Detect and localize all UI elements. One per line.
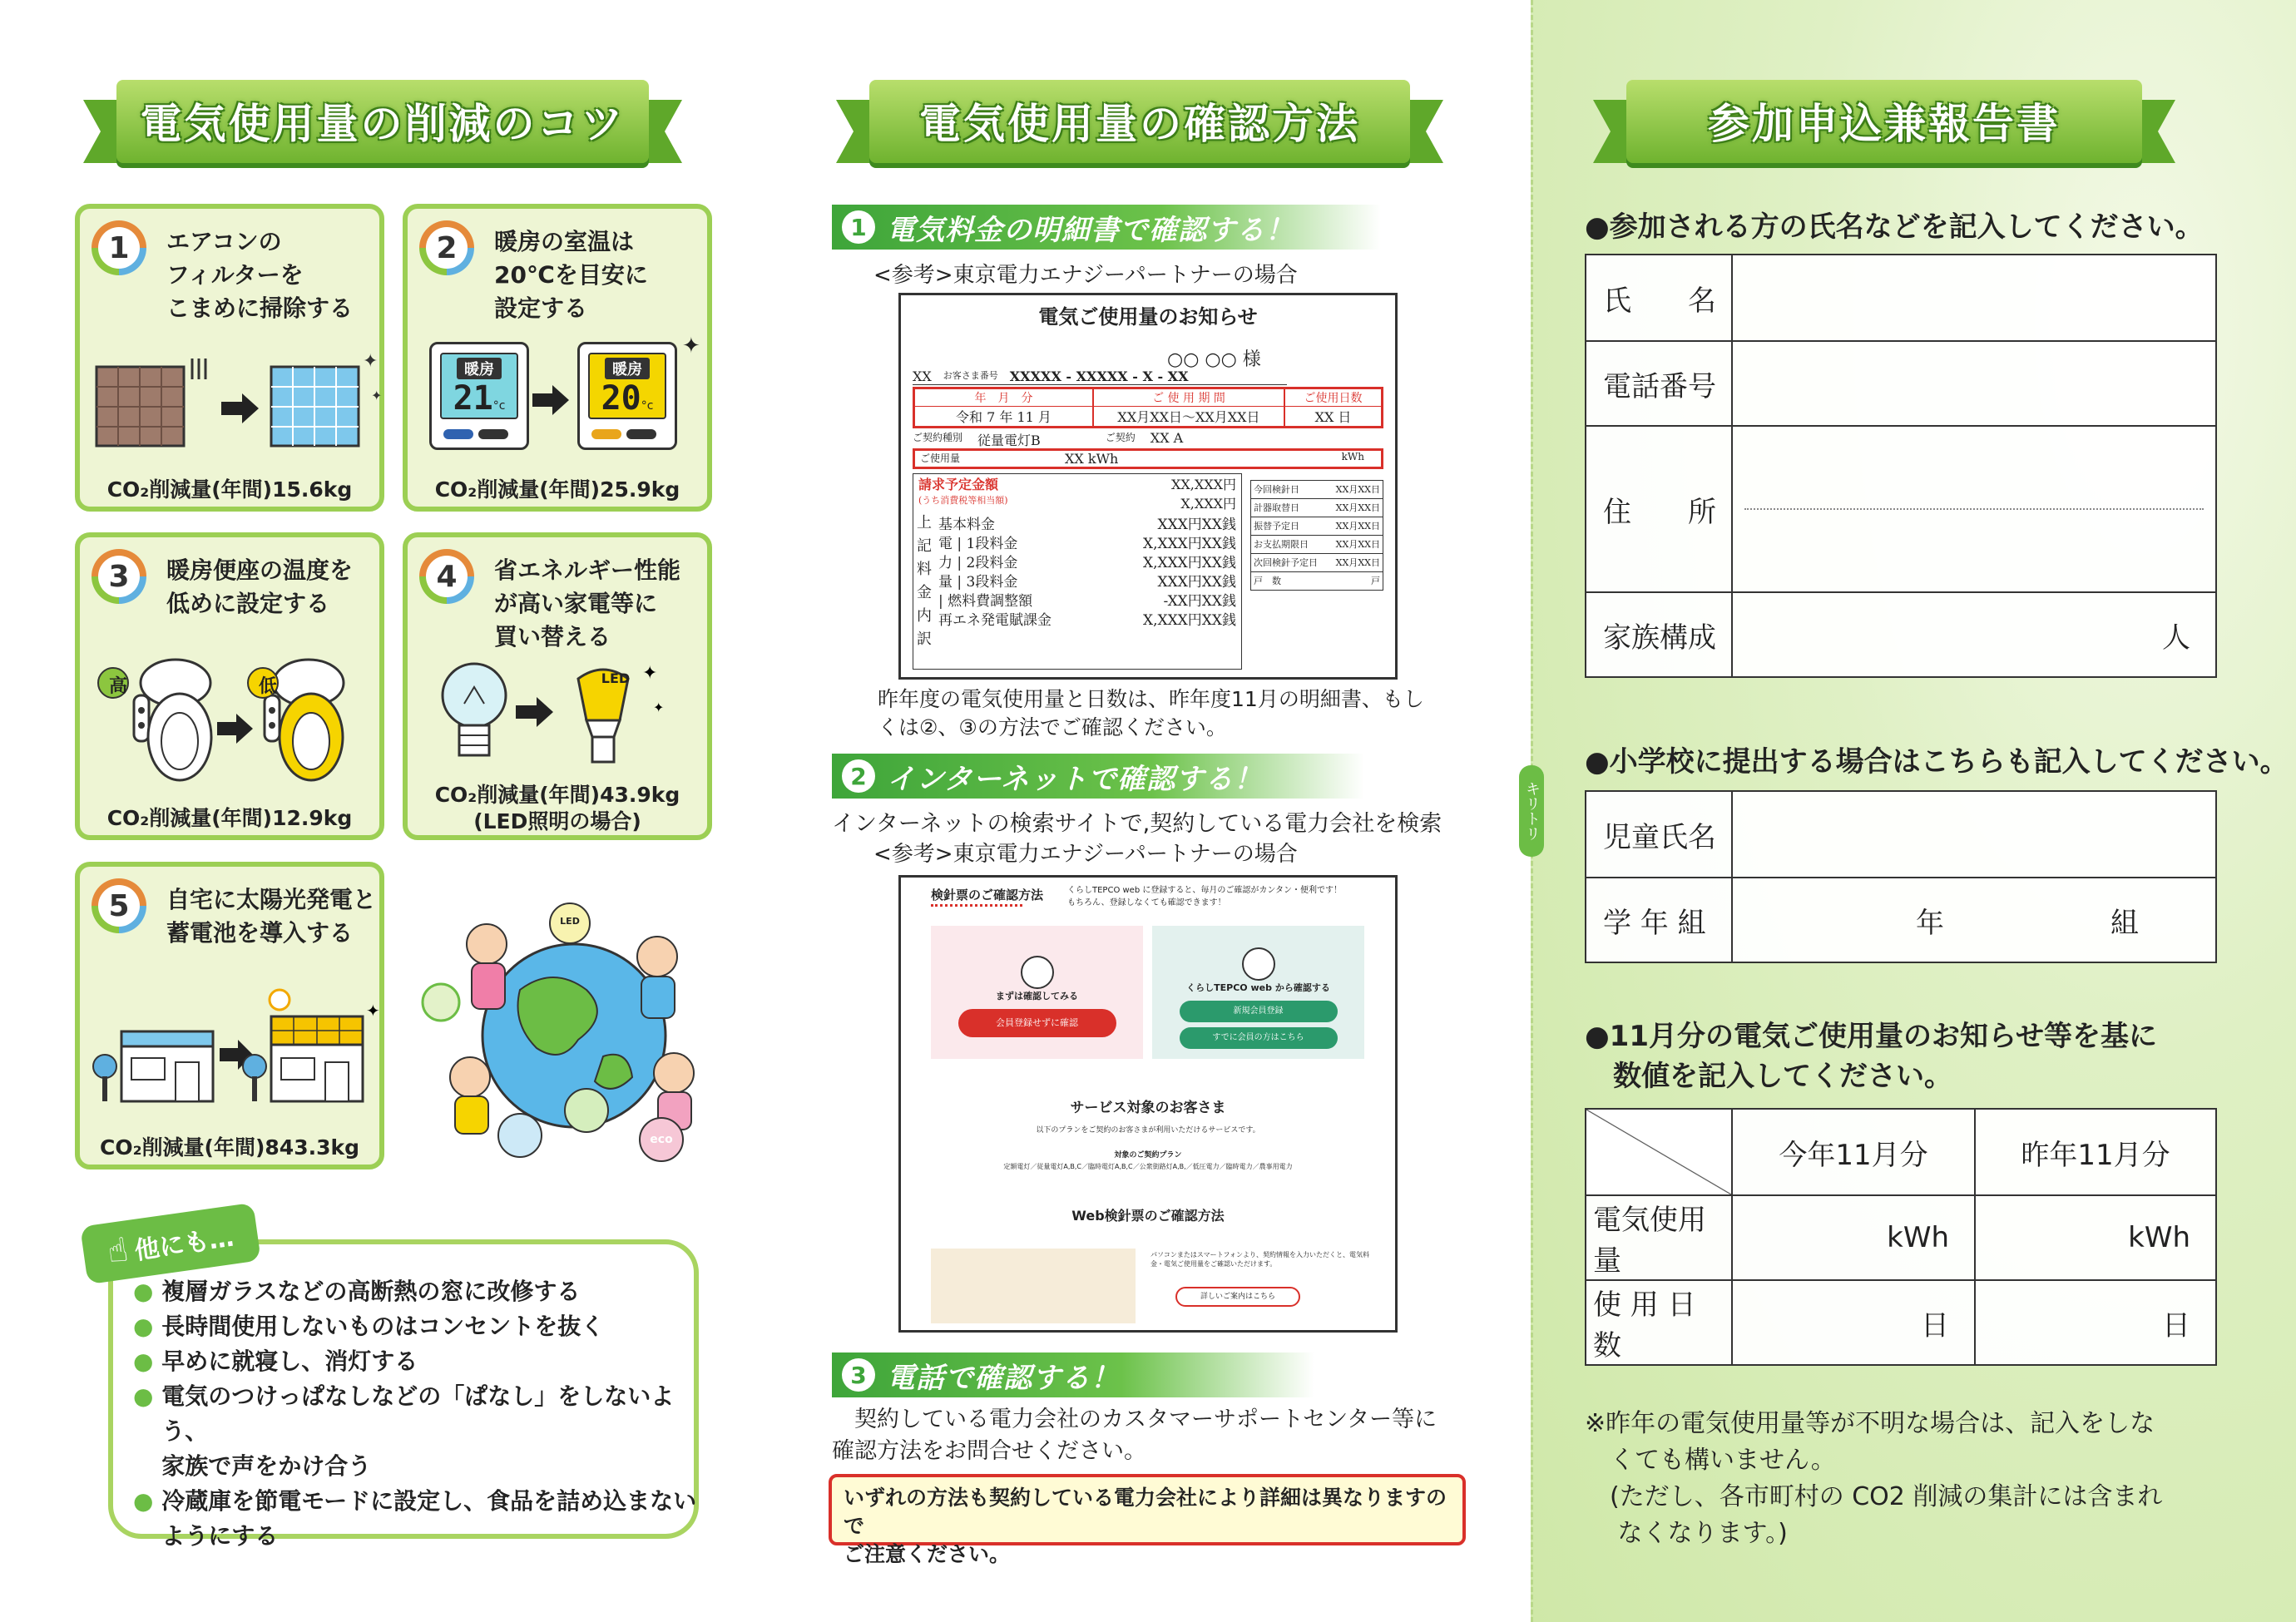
tip-text-2: 暖房の室温は 20℃を目安に 設定する — [494, 228, 648, 322]
usage-form — [1585, 1108, 2217, 1366]
child-name-label: 児童氏名 — [1586, 791, 1732, 878]
right-title: 参加申込兼報告書 — [1708, 100, 2061, 148]
details-button: 詳しいご案内はこちら — [1175, 1287, 1300, 1307]
right-title-banner — [1626, 75, 2142, 166]
co2-reduction-4: CO₂削減量(年間)43.9kg — [434, 783, 680, 807]
grade-field[interactable]: 年 組 — [1732, 878, 2216, 962]
svg-text:✦: ✦ — [363, 351, 379, 372]
existing-member-button: すでに会員の方はこちら — [1180, 1027, 1338, 1049]
tip-card-3 — [75, 532, 384, 840]
co2-reduction-3: CO₂削減量(年間)12.9kg — [106, 806, 353, 830]
section-1-header: 1 電気料金の明細書で確認する！ — [832, 205, 1381, 250]
notice-box: いずれの方法も契約している電力会社により詳細は異なりますので ご注意ください。 — [829, 1474, 1466, 1545]
family-field[interactable]: 人 — [1732, 592, 2216, 677]
co2-reduction-1: CO₂削減量(年間)15.6kg — [106, 477, 353, 502]
hand-icon: ☝ — [105, 1230, 131, 1272]
low-label: 低 — [258, 676, 277, 697]
cut-tab: キリトリ — [1519, 765, 1544, 857]
tip-text-3: 暖房便座の温度を 低めに設定する — [166, 556, 354, 617]
usage-label: 電気使用量 — [1586, 1195, 1732, 1280]
eco-label: eco — [650, 1133, 673, 1146]
earth-led-label: LED — [560, 916, 580, 927]
days-label: 使 用 日 数 — [1586, 1280, 1732, 1365]
high-label: 高 — [108, 676, 127, 697]
register-without-button: 会員登録せずに確認 — [958, 1009, 1116, 1037]
others-item: ● 早めに就寝し、消灯する — [133, 1348, 418, 1375]
this-year-header: 今年11月分 — [1732, 1109, 1975, 1195]
co2-reduction-2: CO₂削減量(年間)25.9kg — [434, 477, 680, 502]
toilet-seat-illustration — [88, 645, 379, 804]
name-field[interactable] — [1732, 255, 2216, 341]
left-title: 電気使用量の削減のコツ — [140, 100, 626, 148]
svg-text:✦: ✦ — [366, 1001, 380, 1021]
address-label: 住 所 — [1586, 426, 1732, 592]
phone-label: 電話番号 — [1586, 341, 1732, 426]
section-1-reference: <参考>東京電力エナジーパートナーの場合 — [873, 263, 1298, 288]
middle-title-banner — [869, 75, 1410, 166]
others-item: ● 冷蔵庫を節電モードに設定し、食品を詰め込まない ようにする — [133, 1487, 697, 1550]
web-screenshot-sample: 検針票のご確認方法 くらしTEPCO web に登録すると、毎月のご確認がカンタン・便利です！ もちろん、登録しなくても確認できます！ まずは確認してみる 会員登録せずに確認 くらしTEPCO web から確認する 新規会員登録 すでに会員の方はこちら サービス対象のお客さま 以下のプランをご契約のお客さまが利用いただけるサービスです。 対象のご契約プラン 定額電灯／従量電灯A,B,C／臨時電灯A,B,C／公衆街路灯A,B,／低圧電力／臨時電力／農事用電力 Web検針票のご確認方法 パソコンまたはスマートフォンより、契約情報を入力いただくと、電気料金・電気ご使用量をご確認いただけます。 詳しいご案内はこちら — [898, 875, 1398, 1333]
led-label: LED — [601, 670, 631, 686]
tip-card-2 — [403, 204, 712, 512]
co2-reduction-5: CO₂削減量(年間)843.3kg — [100, 1135, 359, 1160]
filter-illustration — [88, 350, 383, 458]
others-item: ● 長時間使用しないものはコンセントを抜く — [133, 1313, 605, 1340]
footnote: ※昨年の電気使用量等が不明な場合は、記入をしな くても構いません。 (ただし、各市町村の CO2 削減の集計には含まれ なくなります。) — [1585, 1409, 2163, 1548]
this-year-days-field[interactable]: 日 — [1732, 1280, 1975, 1365]
form2-instruction: ●小学校に提出する場合はこちらも記入してください。 — [1585, 745, 2289, 779]
solar-house-illustration — [88, 983, 379, 1116]
diagonal-cell — [1586, 1109, 1732, 1195]
last-year-header: 昨年11月分 — [1975, 1109, 2216, 1195]
grade-label: 学 年 組 — [1586, 878, 1732, 962]
others-list — [133, 1274, 699, 1554]
last-year-kwh-field[interactable]: kWh — [1975, 1195, 2216, 1280]
tip-text-4: 省エネルギー性能 が高い家電等に 買い替える — [494, 556, 681, 650]
svg-text:✦: ✦ — [642, 663, 658, 684]
others-item: ● 複層ガラスなどの高断熱の窓に改修する — [133, 1278, 581, 1305]
section-2-header: 2 インターネットで確認する！ — [832, 754, 1364, 799]
bill-sample: 電気ご使用量のお知らせ ○○ ○○ 様 XX お客さま番号 XXXXX - XXXXX - X - XX 年 月 分 令和 7 年 11 月 ご 使 用 期 間 XX月XX日〜XX月XX日 ご使用日数 XX 日 ご契約種別 従量電灯B ご契約 XX A ご使用量 XX kWh kWh 請求予定金額 XX,XXX円 (うち消費税等相当額) X,XXX円 上記料金内訳 基本料金 XXX円XX銭 電 | 1段料金 X,XXX円XX銭 力 | 2段料金 X,XXX円XX銭 量 | 3段料金 XXX円XX銭 | 燃料費調整額 -XX円XX銭 再エネ発電賦課金 X,XXX円XX銭 今回検針日 XX月XX日 計器取替日 XX月XX日 振替予定日 XX月XX日 お支払期限日 XX月XX日 次回検針予定日 XX月XX日 戸 数 戸 — [898, 293, 1398, 680]
thermostat-before: 暖房 21°c — [429, 342, 529, 450]
tip-number-2: 2 — [419, 220, 474, 275]
tip-number-1: 1 — [92, 220, 146, 275]
address-field[interactable] — [1732, 426, 2216, 592]
name-label: 氏 名 — [1586, 255, 1732, 341]
school-form — [1585, 790, 2217, 963]
form3-instruction: ●11月分の電気ご使用量のお知らせ等を基に 数値を記入してください。 — [1585, 1020, 2157, 1093]
others-title: 他にも… — [132, 1223, 236, 1266]
tip-number-3: 3 — [92, 549, 146, 604]
section-2-description: インターネットの検索サイトで,契約している電力会社を検索 — [832, 811, 1442, 837]
tip-text-1: エアコンの フィルターを こまめに掃除する — [166, 228, 354, 322]
svg-text:✦: ✦ — [653, 700, 665, 715]
middle-title: 電気使用量の確認方法 — [919, 100, 1360, 148]
others-item: ● 電気のつけっぱなしなどの「ぱなし」をしないよう、 家族で声をかけ合う — [133, 1382, 675, 1480]
svg-text:✦: ✦ — [371, 388, 383, 403]
section-3-header: 3 電話で確認する！ — [832, 1352, 1314, 1397]
thermostat-after: 暖房 20°c — [577, 342, 677, 450]
form1-instruction: ●参加される方の氏名などを記入してください。 — [1585, 210, 2204, 244]
bulb-illustration — [424, 654, 699, 779]
tip-text-5: 自宅に太陽光発電と 蓄電池を導入する — [166, 886, 377, 947]
participant-form — [1585, 254, 2217, 678]
last-year-days-field[interactable]: 日 — [1975, 1280, 2216, 1365]
tip-number-4: 4 — [419, 549, 474, 604]
section-3-description: 契約している電力会社のカスタマーサポートセンター等に 確認方法をお問合せください。 — [832, 1407, 1437, 1464]
tip-card-4 — [403, 532, 712, 840]
new-member-button: 新規会員登録 — [1180, 1001, 1338, 1022]
phone-field[interactable] — [1732, 341, 2216, 426]
left-title-banner — [116, 75, 649, 166]
arrow-right-icon — [531, 383, 572, 417]
sparkle-icon: ✦ — [682, 334, 700, 359]
co2-reduction-4-note: (LED照明の場合) — [473, 809, 641, 833]
earth-children-illustration — [420, 898, 720, 1165]
section-1-note: 昨年度の電気使用量と日数は、昨年度11月の明細書、もし くは②、③の方法でご確認ください。 — [878, 687, 1424, 739]
tip-card-5 — [75, 862, 384, 1170]
child-name-field[interactable] — [1732, 791, 2216, 878]
section-2-reference: <参考>東京電力エナジーパートナーの場合 — [873, 842, 1298, 867]
tip-number-5: 5 — [92, 878, 146, 933]
tip-card-1 — [75, 204, 384, 512]
family-label: 家族構成 — [1586, 592, 1732, 677]
this-year-kwh-field[interactable]: kWh — [1732, 1195, 1975, 1280]
